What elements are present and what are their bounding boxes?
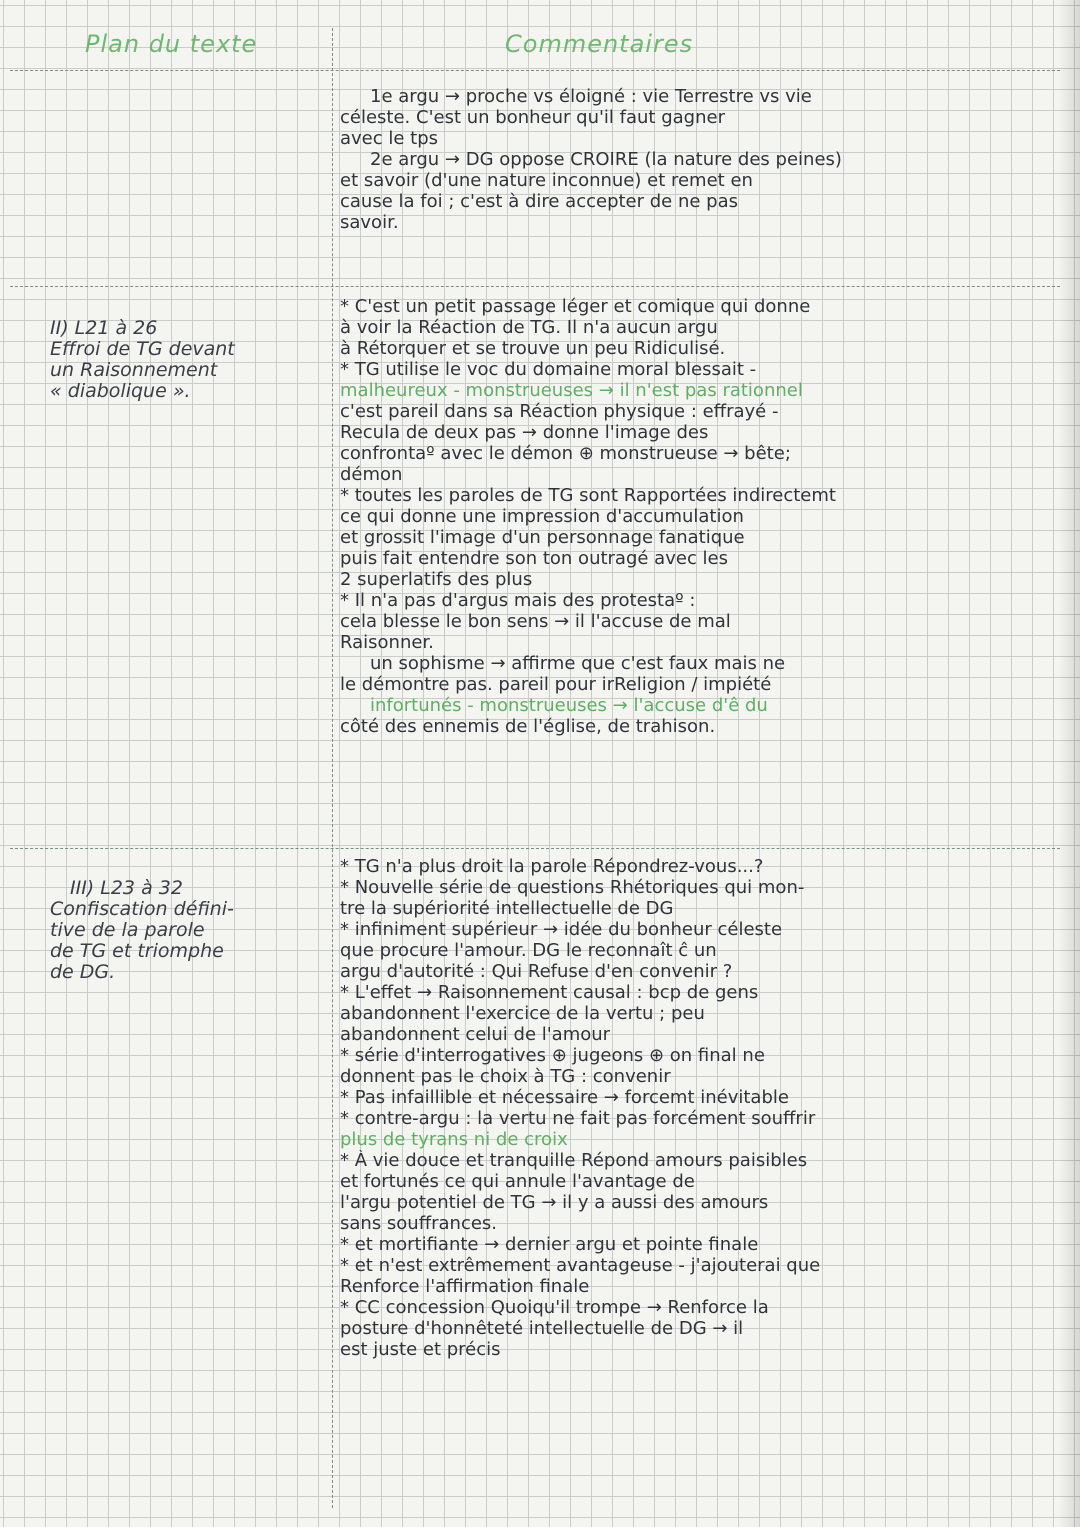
plan-line: II) L21 à 26 [50,317,158,339]
text-line: * C'est un petit passage léger et comique qui donne [340,296,811,317]
plan-line: Confiscation défini- [50,898,234,920]
text-line: * TG n'a plus droit la parole Répondrez-vous...? [340,856,764,877]
text-line: argu d'autorité : Qui Refuse d'en convenir ? [340,961,733,982]
plan-line: de DG. [50,961,116,983]
text-line: tre la supériorité intellectuelle de DG [340,898,674,919]
text-line: à voir la Réaction de TG. Il n'a aucun argu [340,317,718,338]
plan-line: tive de la parole [50,919,205,941]
text-line: * infiniment supérieur → idée du bonheur céleste [340,919,783,940]
section3-comments [340,856,1045,1360]
plan-line: « diabolique ». [50,380,191,402]
text-line: * contre-argu : la vertu ne fait pas forcément souffrir [340,1108,816,1129]
text-line: avec le tps [340,128,439,149]
section3-plan [50,878,320,983]
text-line: * Pas infaillible et nécessaire → forcemt inévitable [340,1087,789,1108]
text-line: à Rétorquer et se trouve un peu Ridiculisé. [340,338,726,359]
text-line: 2 superlatifs des plus [340,569,533,590]
text-line: * et n'est extrêmement avantageuse - j'ajouterai que [340,1255,821,1276]
text-line: céleste. C'est un bonheur qu'il faut gagner [340,107,725,128]
text-line: le démontre pas. pareil pour irReligion / impiété [340,674,772,695]
text-line: infortunés - monstrueuses → l'accuse d'ê du [370,695,768,716]
header-rule [10,70,1060,71]
text-line: * série d'interrogatives ⊕ jugeons ⊕ on final ne [340,1045,765,1066]
text-line: 1e argu → proche vs éloigné : vie Terrestre vs vie [370,86,812,107]
text-line: et savoir (d'une nature inconnue) et remet en [340,170,753,191]
section2-plan [50,318,320,402]
text-line: * TG utilise le voc du domaine moral blessait - [340,359,757,380]
text-line: ce qui donne une impression d'accumulation [340,506,744,527]
plan-line: de TG et triomphe [50,940,224,962]
section-divider-1 [10,286,1060,287]
text-line: * Nouvelle série de questions Rhétoriques qui mon- [340,877,805,898]
text-line: côté des ennemis de l'église, de trahison. [340,716,716,737]
section2-comments [340,296,1045,737]
text-line: Renforce l'affirmation finale [340,1276,590,1297]
text-line: démon [340,464,403,485]
page-edge-shadow [1058,0,1080,1527]
text-line: * L'effet → Raisonnement causal : bcp de gens [340,982,759,1003]
text-line: cause la foi ; c'est à dire accepter de ne pas [340,191,739,212]
plan-line: III) L23 à 32 [70,877,183,899]
text-line: que procure l'amour. DG le reconnaît ĉ un [340,940,717,961]
plan-line: Effroi de TG devant [50,338,235,360]
text-line: savoir. [340,212,399,233]
text-line: l'argu potentiel de TG → il y a aussi des amours [340,1192,769,1213]
text-line: * Il n'a pas d'argus mais des protestaº : [340,590,696,611]
text-line: et grossit l'image d'un personnage fanatique [340,527,745,548]
text-line: abandonnent l'exercice de la vertu ; peu [340,1003,705,1024]
column-divider [332,28,333,1508]
text-line: sans souffrances. [340,1213,498,1234]
text-line: confrontaº avec le démon ⊕ monstrueuse → bête; [340,443,791,464]
text-line: c'est pareil dans sa Réaction physique : effrayé - [340,401,779,422]
text-line: * et mortifiante → dernier argu et pointe finale [340,1234,759,1255]
text-line: * toutes les paroles de TG sont Rapportées indirectemt [340,485,836,506]
section1-comments [340,86,1045,233]
text-line: Recula de deux pas → donne l'image des [340,422,709,443]
plan-column-header: Plan du texte [85,30,258,58]
text-line: donnent pas le choix à TG : convenir [340,1066,671,1087]
text-line: * CC concession Quoiqu'il trompe → Renforce la [340,1297,769,1318]
text-line: posture d'honnêteté intellectuelle de DG → il [340,1318,744,1339]
comments-column-header: Commentaires [505,30,694,58]
text-line: malheureux - monstrueuses → il n'est pas rationnel [340,380,803,401]
text-line: 2e argu → DG oppose CROIRE (la nature des peines) [370,149,842,170]
text-line: est juste et précis [340,1339,501,1360]
section-divider-2 [10,848,1060,849]
text-line: puis fait entendre son ton outragé avec les [340,548,729,569]
text-line: * À vie douce et tranquille Répond amours paisibles [340,1150,808,1171]
plan-line: un Raisonnement [50,359,218,381]
text-line: plus de tyrans ni de croix [340,1129,568,1150]
text-line: un sophisme → affirme que c'est faux mais ne [370,653,786,674]
text-line: cela blesse le bon sens → il l'accuse de mal [340,611,731,632]
text-line: abandonnent celui de l'amour [340,1024,611,1045]
text-line: Raisonner. [340,632,434,653]
text-line: et fortunés ce qui annule l'avantage de [340,1171,695,1192]
